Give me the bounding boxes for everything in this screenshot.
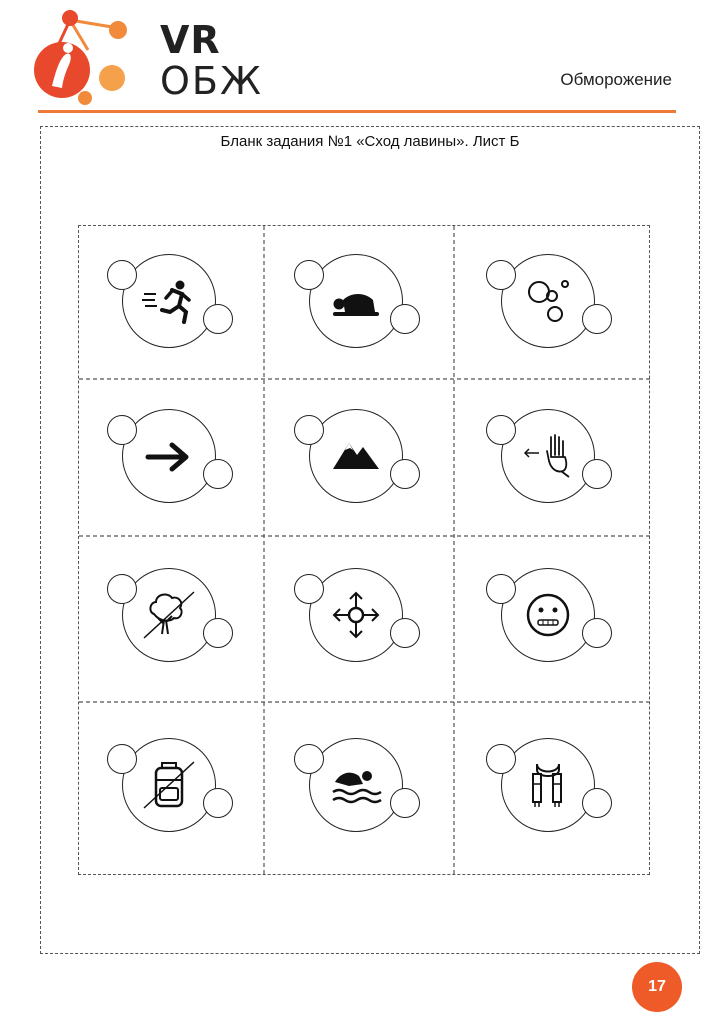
answer-bubble-left[interactable] bbox=[486, 415, 516, 445]
answer-bubble-right[interactable] bbox=[582, 618, 612, 648]
card-bubbles[interactable] bbox=[486, 254, 616, 350]
card-arrow[interactable] bbox=[107, 409, 237, 505]
answer-bubble-right[interactable] bbox=[390, 459, 420, 489]
answer-bubble-left[interactable] bbox=[486, 574, 516, 604]
card-cell bbox=[79, 379, 264, 536]
card-cell bbox=[264, 536, 454, 702]
mountain-icon bbox=[329, 431, 383, 481]
card-cell bbox=[79, 536, 264, 702]
card-swimming[interactable] bbox=[294, 738, 424, 834]
worksheet-frame bbox=[40, 126, 700, 954]
answer-bubble-right[interactable] bbox=[582, 304, 612, 334]
card-move[interactable] bbox=[294, 568, 424, 664]
no-tree-icon bbox=[142, 590, 196, 640]
card-cell bbox=[264, 702, 454, 876]
crouching-person-icon bbox=[329, 276, 383, 326]
card-no-backpack[interactable] bbox=[107, 738, 237, 834]
card-cell bbox=[264, 379, 454, 536]
card-scarf[interactable] bbox=[486, 738, 616, 834]
card-cell bbox=[79, 702, 264, 876]
header-divider bbox=[38, 110, 676, 113]
swimming-person-icon bbox=[329, 760, 383, 810]
neutral-face-icon bbox=[521, 590, 575, 640]
page-number: 17 bbox=[632, 962, 682, 1012]
answer-bubble-right[interactable] bbox=[390, 788, 420, 818]
answer-bubble-right[interactable] bbox=[203, 304, 233, 334]
answer-bubble-left[interactable] bbox=[486, 260, 516, 290]
running-person-icon bbox=[142, 276, 196, 326]
worksheet-title: Бланк задания №1 «Сход лавины». Лист Б bbox=[220, 133, 520, 150]
card-grid bbox=[78, 225, 650, 875]
answer-bubble-right[interactable] bbox=[582, 459, 612, 489]
move-arrows-icon bbox=[329, 590, 383, 640]
card-cell bbox=[454, 379, 651, 536]
answer-bubble-left[interactable] bbox=[107, 744, 137, 774]
answer-bubble-right[interactable] bbox=[390, 618, 420, 648]
card-mountain[interactable] bbox=[294, 409, 424, 505]
card-cell bbox=[454, 226, 651, 379]
card-face[interactable] bbox=[486, 568, 616, 664]
answer-bubble-left[interactable] bbox=[294, 574, 324, 604]
card-cell bbox=[454, 536, 651, 702]
answer-bubble-left[interactable] bbox=[294, 744, 324, 774]
arrow-right-icon bbox=[142, 431, 196, 481]
answer-bubble-left[interactable] bbox=[486, 744, 516, 774]
logo-text bbox=[160, 20, 263, 102]
logo-vr: VR bbox=[160, 18, 221, 62]
answer-bubble-left[interactable] bbox=[107, 415, 137, 445]
answer-bubble-left[interactable] bbox=[294, 260, 324, 290]
answer-bubble-right[interactable] bbox=[203, 618, 233, 648]
card-cell bbox=[79, 226, 264, 379]
logo-mark-icon bbox=[30, 8, 140, 108]
card-running[interactable] bbox=[107, 254, 237, 350]
answer-bubble-right[interactable] bbox=[203, 459, 233, 489]
answer-bubble-right[interactable] bbox=[582, 788, 612, 818]
logo-obzh: ОБЖ bbox=[160, 59, 263, 103]
hand-wave-icon bbox=[521, 431, 575, 481]
answer-bubble-left[interactable] bbox=[294, 415, 324, 445]
bubbles-icon bbox=[521, 276, 575, 326]
card-hand[interactable] bbox=[486, 409, 616, 505]
answer-bubble-right[interactable] bbox=[390, 304, 420, 334]
answer-bubble-left[interactable] bbox=[107, 574, 137, 604]
card-cell bbox=[264, 226, 454, 379]
card-cell bbox=[454, 702, 651, 876]
section-title: Обморожение bbox=[560, 70, 672, 89]
answer-bubble-right[interactable] bbox=[203, 788, 233, 818]
card-crouching[interactable] bbox=[294, 254, 424, 350]
scarf-icon bbox=[521, 760, 575, 810]
answer-bubble-left[interactable] bbox=[107, 260, 137, 290]
card-no-tree[interactable] bbox=[107, 568, 237, 664]
no-backpack-icon bbox=[142, 760, 196, 810]
